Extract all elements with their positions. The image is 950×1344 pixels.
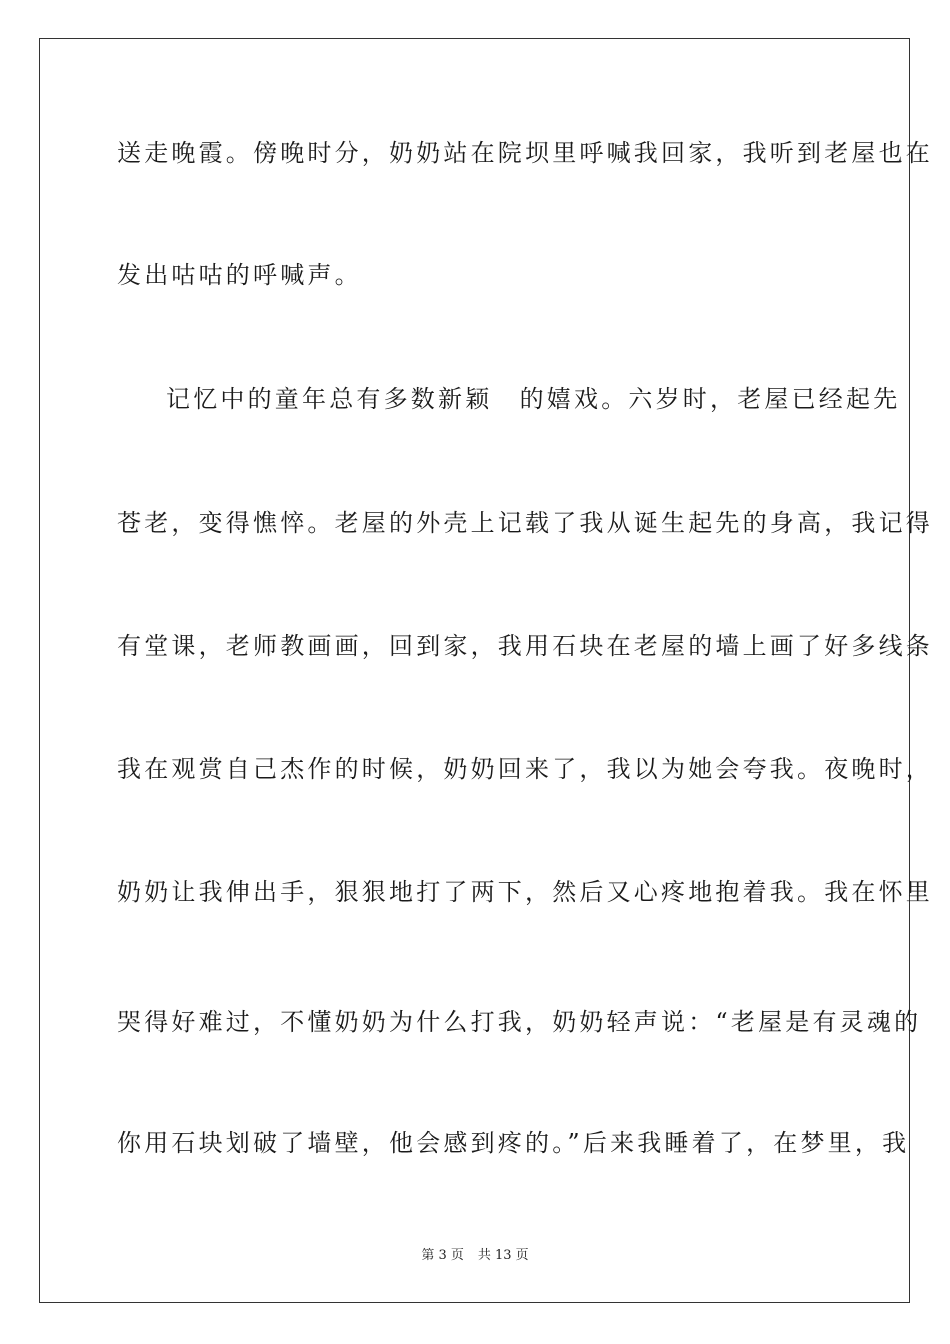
body-line-4: 苍老，变得憔悴。老屋的外壳上记载了我从诞生起先的身高，我记得 xyxy=(117,509,933,537)
body-line-7: 奶奶让我伸出手，狠狠地打了两下，然后又心疼地抱着我。我在怀里 xyxy=(117,878,933,906)
page-footer xyxy=(0,1247,950,1265)
page-total: 共 13 页 xyxy=(477,1248,529,1263)
page-border xyxy=(39,38,933,1303)
body-line-9: 你用石块划破了墙壁，他会感到疼的。”后来我睡着了，在梦里，我 xyxy=(117,1129,910,1157)
body-line-2: 发出咕咕的呼喊声。 xyxy=(117,261,362,289)
body-line-5: 有堂课，老师教画画，回到家，我用石块在老屋的墙上画了好多线条 xyxy=(117,632,933,660)
page-number: 第 3 页 xyxy=(421,1248,464,1263)
body-line-6: 我在观赏自己杰作的时候，奶奶回来了，我以为她会夸我。夜晚时， xyxy=(117,755,933,783)
body-line-8: 哭得好难过，不懂奶奶为什么打我，奶奶轻声说：“老屋是有灵魂的 xyxy=(117,1008,922,1036)
body-line-1: 送走晚霞。傍晚时分，奶奶站在院坝里呼喊我回家，我听到老屋也在 xyxy=(117,139,933,167)
body-line-3: 记忆中的童年总有多数新颖 的嬉戏。六岁时，老屋已经起先 xyxy=(166,385,901,413)
